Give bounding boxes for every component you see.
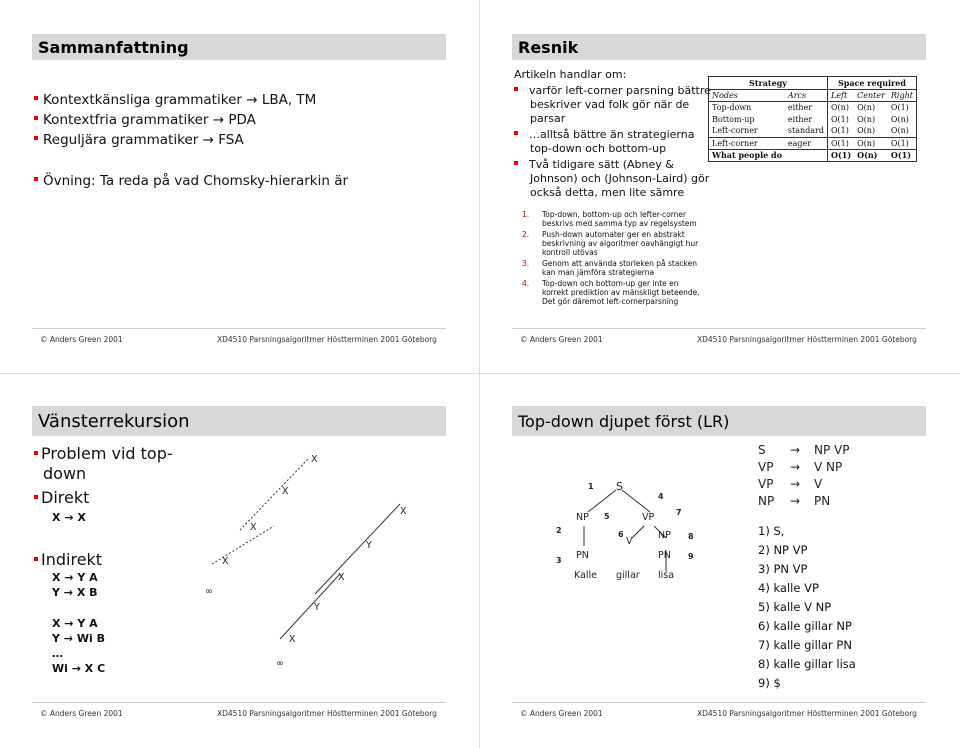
recursion-labels: X X X X ∞ X Y X Y X ∞: [205, 454, 407, 669]
derivation-steps: 1) S, 2) NP VP 3) PN VP 4) kalle VP 5) kalle V NP 6) kalle gillar NP 7) kalle gillar PN 8) kalle gillar lisa 9) $: [758, 524, 856, 690]
footer-copyright: © Anders Green 2001: [520, 709, 603, 718]
slide-top-down: [480, 374, 960, 748]
footer-course: XD4510 Parsningsalgoritmer Höstterminen 2001 Göteborg: [697, 709, 917, 718]
footer-copyright: © Anders Green 2001: [520, 335, 603, 344]
footer: [0, 335, 480, 349]
slide-title-bar: [512, 34, 926, 60]
footer-course: XD4510 Parsningsalgoritmer Höstterminen 2001 Göteborg: [217, 335, 437, 344]
list-item: 2. Push-down automater ger en abstrakt beskrivning av algoritmer oavhängigt hur kontroll utövas: [522, 230, 699, 257]
footer: [480, 335, 960, 349]
strategy-table: Strategy Space required Nodes Arcs Left Center Right Top-down either O(n) O(n) O(1) Bottom-up either O(1) O(n) O(n) Left-corner standard O(1) O(n) O(n) Left-corner eager O(1) O(n) O(1) What people do O(1) O(n) O(1): [708, 76, 917, 162]
footer: [0, 709, 480, 723]
slide-title-bar: [512, 406, 926, 436]
footer-course: XD4510 Parsningsalgoritmer Höstterminen 2001 Göteborg: [217, 709, 437, 718]
exercise-item: Övning: Ta reda på vad Chomsky-hierarkin är: [34, 173, 348, 190]
bullet-item: Kontextkänsliga grammatiker → LBA, TM: [34, 92, 316, 109]
numbered-list: [522, 210, 702, 308]
footer-rule: [512, 702, 926, 703]
bullet-list: Problem vid top-down Direkt X → X Indirekt X → Y A Y → X B X → Y A Y → Wi B … Wi → X C: [34, 444, 184, 676]
list-item: 3. Genom att använda storleken på stacken kan man jämföra strategierna: [522, 259, 697, 277]
slide-title: Top-down djupet först (LR): [518, 411, 730, 431]
slide-title: Vänsterrekursion: [38, 410, 190, 432]
list-item: 4. Top-down och bottom-up ger inte en korrekt prediktion av mänskligt beteende. Det gör däremot left-cornerparsning: [522, 279, 700, 306]
parse-tree: S NP VP V NP PN PN Kalle gillar lisa 1 2 3 4 5 6 7 8 9: [556, 480, 694, 581]
bullet-item: Reguljära grammatiker → FSA: [34, 132, 316, 149]
intro-text: Artikeln handlar om: varför left-corner parsning bättre beskriver vad folk gör när de parsar …alltså bättre än strategierna top-down och bottom-up Två tidigare sätt (Abney & Johnson) och (Johnson-Laird) gör också detta, men lite sämre: [514, 68, 711, 199]
footer-copyright: © Anders Green 2001: [40, 335, 123, 344]
bullet-item: Kontextfria grammatiker → PDA: [34, 112, 316, 129]
list-item: 1. Top-down, bottom-up och lefter-corner beskrivs med samma typ av regelsystem: [522, 210, 697, 228]
footer-course: XD4510 Parsningsalgoritmer Höstterminen 2001 Göteborg: [697, 335, 917, 344]
footer-rule: [512, 328, 926, 329]
slide-title-bar: [32, 34, 446, 60]
grammar-rules: S → NP VP VP → V NP VP → V NP → PN: [758, 443, 850, 508]
slide-title-bar: [32, 406, 446, 436]
slide-resnik: [480, 0, 960, 374]
footer-rule: [32, 328, 446, 329]
slide-title: Resnik: [518, 37, 579, 57]
footer-copyright: © Anders Green 2001: [40, 709, 123, 718]
slide-title: Sammanfattning: [38, 37, 189, 57]
slide-vansterrekursion: [0, 374, 480, 748]
footer-rule: [32, 702, 446, 703]
bullet-list: [34, 92, 316, 149]
footer: [480, 709, 960, 723]
slide-sammanfattning: [0, 0, 480, 374]
